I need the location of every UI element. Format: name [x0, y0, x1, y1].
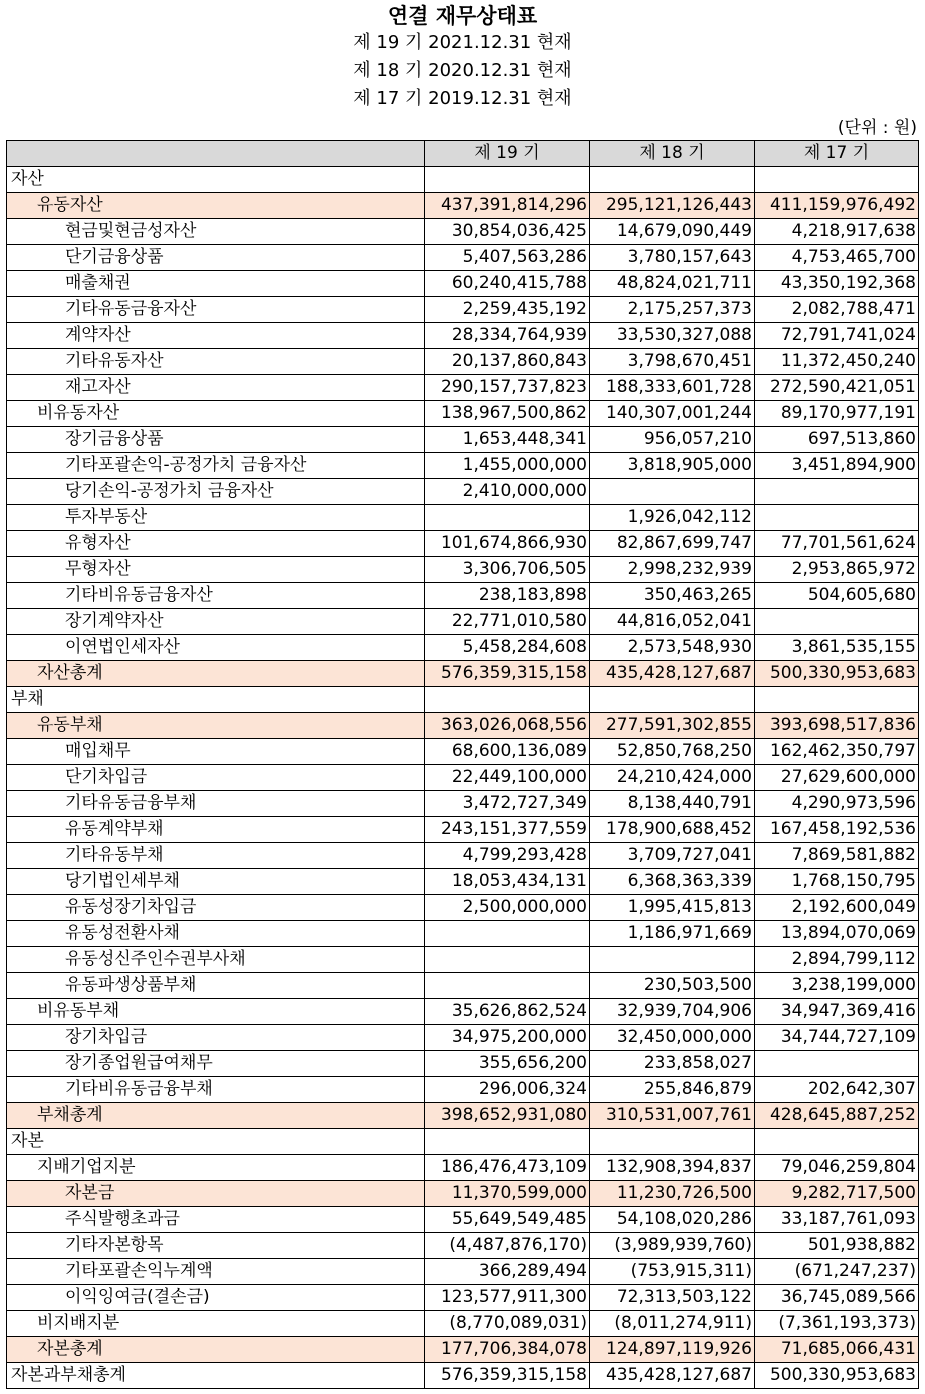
- table-row: [7, 453, 919, 479]
- account-label: 유동성장기차입금: [7, 895, 425, 921]
- amount-cell: 11,372,450,240: [755, 349, 919, 375]
- amount-cell: 2,500,000,000: [425, 895, 590, 921]
- account-label: 유동부채: [7, 713, 425, 739]
- amount-cell: 4,290,973,596: [755, 791, 919, 817]
- amount-cell: [425, 973, 590, 999]
- account-label: 자산총계: [7, 661, 425, 687]
- table-row: [7, 271, 919, 297]
- amount-cell: 22,771,010,580: [425, 609, 590, 635]
- table-row: [7, 869, 919, 895]
- table-row: [7, 1155, 919, 1181]
- amount-cell: 1,926,042,112: [590, 505, 755, 531]
- amount-cell: (8,011,274,911): [590, 1311, 755, 1337]
- table-row: [7, 401, 919, 427]
- amount-cell: 1,186,971,669: [590, 921, 755, 947]
- table-row: [7, 895, 919, 921]
- amount-cell: 72,791,741,024: [755, 323, 919, 349]
- statement-title: 연결 재무상태표: [387, 4, 538, 28]
- amount-cell: 4,799,293,428: [425, 843, 590, 869]
- amount-cell: 13,894,070,069: [755, 921, 919, 947]
- account-label: 기타유동자산: [7, 349, 425, 375]
- amount-cell: 435,428,127,687: [590, 661, 755, 687]
- amount-cell: 3,818,905,000: [590, 453, 755, 479]
- table-row: [7, 427, 919, 453]
- amount-cell: 3,451,894,900: [755, 453, 919, 479]
- amount-cell: 35,626,862,524: [425, 999, 590, 1025]
- account-label: 매입채무: [7, 739, 425, 765]
- amount-cell: 350,463,265: [590, 583, 755, 609]
- amount-cell: 20,137,860,843: [425, 349, 590, 375]
- account-label: 기타유동금융부채: [7, 791, 425, 817]
- amount-cell: 132,908,394,837: [590, 1155, 755, 1181]
- amount-cell: 34,744,727,109: [755, 1025, 919, 1051]
- account-label: 비유동부채: [7, 999, 425, 1025]
- amount-cell: [425, 947, 590, 973]
- amount-cell: (753,915,311): [590, 1259, 755, 1285]
- amount-cell: 162,462,350,797: [755, 739, 919, 765]
- amount-cell: 48,824,021,711: [590, 271, 755, 297]
- amount-cell: 3,472,727,349: [425, 791, 590, 817]
- table-row: [7, 219, 919, 245]
- amount-cell: [755, 479, 919, 505]
- amount-cell: [590, 1129, 755, 1155]
- account-label: 주식발행초과금: [7, 1207, 425, 1233]
- period-17: 제 17 기 2019.12.31 현재: [353, 88, 572, 109]
- amount-cell: 138,967,500,862: [425, 401, 590, 427]
- amount-cell: 34,975,200,000: [425, 1025, 590, 1051]
- amount-cell: 28,334,764,939: [425, 323, 590, 349]
- amount-cell: [425, 1129, 590, 1155]
- amount-cell: 60,240,415,788: [425, 271, 590, 297]
- amount-cell: 89,170,977,191: [755, 401, 919, 427]
- header-row: [7, 141, 919, 167]
- table-row: [7, 167, 919, 193]
- amount-cell: 27,629,600,000: [755, 765, 919, 791]
- amount-cell: [590, 167, 755, 193]
- table-row: [7, 817, 919, 843]
- amount-cell: 355,656,200: [425, 1051, 590, 1077]
- table-row: [7, 505, 919, 531]
- amount-cell: 33,187,761,093: [755, 1207, 919, 1233]
- account-label: 단기금융상품: [7, 245, 425, 271]
- amount-cell: 140,307,001,244: [590, 401, 755, 427]
- account-label: 장기금융상품: [7, 427, 425, 453]
- table-row: [7, 297, 919, 323]
- amount-cell: 500,330,953,683: [755, 1363, 919, 1389]
- table-row: [7, 1311, 919, 1337]
- table-row: [7, 713, 919, 739]
- amount-cell: 101,674,866,930: [425, 531, 590, 557]
- account-label: 유동파생상품부채: [7, 973, 425, 999]
- amount-cell: 18,053,434,131: [425, 869, 590, 895]
- amount-cell: [755, 505, 919, 531]
- account-label: 이연법인세자산: [7, 635, 425, 661]
- account-label: 자본과부채총계: [7, 1363, 425, 1389]
- header-period-19: 제 19 기: [425, 141, 590, 167]
- amount-cell: 366,289,494: [425, 1259, 590, 1285]
- amount-cell: 9,282,717,500: [755, 1181, 919, 1207]
- amount-cell: 956,057,210: [590, 427, 755, 453]
- table-row: [7, 1103, 919, 1129]
- account-label: 자본: [7, 1129, 425, 1155]
- account-label: 유동성전환사채: [7, 921, 425, 947]
- table-row: [7, 1207, 919, 1233]
- amount-cell: 167,458,192,536: [755, 817, 919, 843]
- amount-cell: 277,591,302,855: [590, 713, 755, 739]
- amount-cell: 52,850,768,250: [590, 739, 755, 765]
- table-row: [7, 1181, 919, 1207]
- amount-cell: 1,995,415,813: [590, 895, 755, 921]
- amount-cell: 24,210,424,000: [590, 765, 755, 791]
- amount-cell: 310,531,007,761: [590, 1103, 755, 1129]
- amount-cell: 2,410,000,000: [425, 479, 590, 505]
- amount-cell: 3,709,727,041: [590, 843, 755, 869]
- amount-cell: 72,313,503,122: [590, 1285, 755, 1311]
- amount-cell: 5,458,284,608: [425, 635, 590, 661]
- amount-cell: 504,605,680: [755, 583, 919, 609]
- table-row: [7, 479, 919, 505]
- amount-cell: (4,487,876,170): [425, 1233, 590, 1259]
- table-row: [7, 1025, 919, 1051]
- table-row: [7, 947, 919, 973]
- table-row: [7, 1129, 919, 1155]
- amount-cell: 43,350,192,368: [755, 271, 919, 297]
- table-row: [7, 375, 919, 401]
- amount-cell: 2,998,232,939: [590, 557, 755, 583]
- account-label: 기타비유동금융자산: [7, 583, 425, 609]
- amount-cell: 123,577,911,300: [425, 1285, 590, 1311]
- amount-cell: 3,306,706,505: [425, 557, 590, 583]
- table-row: [7, 609, 919, 635]
- amount-cell: [755, 1129, 919, 1155]
- amount-cell: 8,138,440,791: [590, 791, 755, 817]
- amount-cell: [755, 609, 919, 635]
- account-label: 기타포괄손익-공정가치 금융자산: [7, 453, 425, 479]
- amount-cell: 36,745,089,566: [755, 1285, 919, 1311]
- account-label: 장기종업원급여채무: [7, 1051, 425, 1077]
- table-row: [7, 765, 919, 791]
- amount-cell: [590, 479, 755, 505]
- period-18: 제 18 기 2020.12.31 현재: [353, 60, 572, 81]
- account-label: 부채: [7, 687, 425, 713]
- table-row: [7, 921, 919, 947]
- amount-cell: 4,753,465,700: [755, 245, 919, 271]
- table-row: [7, 1259, 919, 1285]
- table-row: [7, 973, 919, 999]
- account-label: 계약자산: [7, 323, 425, 349]
- amount-cell: 2,192,600,049: [755, 895, 919, 921]
- table-row: [7, 1337, 919, 1363]
- table-row: [7, 557, 919, 583]
- amount-cell: 44,816,052,041: [590, 609, 755, 635]
- amount-cell: 2,894,799,112: [755, 947, 919, 973]
- amount-cell: 22,449,100,000: [425, 765, 590, 791]
- amount-cell: 437,391,814,296: [425, 193, 590, 219]
- amount-cell: 177,706,384,078: [425, 1337, 590, 1363]
- amount-cell: 55,649,549,485: [425, 1207, 590, 1233]
- table-row: [7, 193, 919, 219]
- amount-cell: 202,642,307: [755, 1077, 919, 1103]
- period-19: 제 19 기 2021.12.31 현재: [353, 32, 572, 53]
- amount-cell: 393,698,517,836: [755, 713, 919, 739]
- amount-cell: 30,854,036,425: [425, 219, 590, 245]
- amount-cell: 33,530,327,088: [590, 323, 755, 349]
- amount-cell: 178,900,688,452: [590, 817, 755, 843]
- account-label: 기타유동금융자산: [7, 297, 425, 323]
- account-label: 매출채권: [7, 271, 425, 297]
- amount-cell: 34,947,369,416: [755, 999, 919, 1025]
- account-label: 유동성신주인수권부사채: [7, 947, 425, 973]
- account-label: 비유동자산: [7, 401, 425, 427]
- amount-cell: 188,333,601,728: [590, 375, 755, 401]
- header-period-17: 제 17 기: [755, 141, 919, 167]
- amount-cell: 576,359,315,158: [425, 1363, 590, 1389]
- table-row: [7, 323, 919, 349]
- amount-cell: 398,652,931,080: [425, 1103, 590, 1129]
- amount-cell: 576,359,315,158: [425, 661, 590, 687]
- amount-cell: [590, 947, 755, 973]
- account-label: 비지배지분: [7, 1311, 425, 1337]
- amount-cell: 2,082,788,471: [755, 297, 919, 323]
- amount-cell: 71,685,066,431: [755, 1337, 919, 1363]
- amount-cell: 238,183,898: [425, 583, 590, 609]
- amount-cell: 2,573,548,930: [590, 635, 755, 661]
- amount-cell: 186,476,473,109: [425, 1155, 590, 1181]
- amount-cell: 3,238,199,000: [755, 973, 919, 999]
- amount-cell: 3,780,157,643: [590, 245, 755, 271]
- amount-cell: 272,590,421,051: [755, 375, 919, 401]
- account-label: 이익잉여금(결손금): [7, 1285, 425, 1311]
- table-row: [7, 1285, 919, 1311]
- amount-cell: 243,151,377,559: [425, 817, 590, 843]
- table-row: [7, 1363, 919, 1389]
- table-row: [7, 999, 919, 1025]
- amount-cell: 14,679,090,449: [590, 219, 755, 245]
- amount-cell: 5,407,563,286: [425, 245, 590, 271]
- amount-cell: 255,846,879: [590, 1077, 755, 1103]
- header-period-18: 제 18 기: [590, 141, 755, 167]
- amount-cell: [425, 687, 590, 713]
- amount-cell: [425, 505, 590, 531]
- account-label: 기타자본항목: [7, 1233, 425, 1259]
- account-label: 장기차입금: [7, 1025, 425, 1051]
- amount-cell: 2,175,257,373: [590, 297, 755, 323]
- account-label: 재고자산: [7, 375, 425, 401]
- amount-cell: 11,370,599,000: [425, 1181, 590, 1207]
- amount-cell: 77,701,561,624: [755, 531, 919, 557]
- account-label: 현금및현금성자산: [7, 219, 425, 245]
- amount-cell: 3,798,670,451: [590, 349, 755, 375]
- account-label: 기타비유동금융부채: [7, 1077, 425, 1103]
- amount-cell: 411,159,976,492: [755, 193, 919, 219]
- amount-cell: [755, 1051, 919, 1077]
- account-label: 부채총계: [7, 1103, 425, 1129]
- table-row: [7, 791, 919, 817]
- account-label: 무형자산: [7, 557, 425, 583]
- account-label: 자본금: [7, 1181, 425, 1207]
- amount-cell: (7,361,193,373): [755, 1311, 919, 1337]
- balance-sheet-table: [6, 140, 919, 1389]
- account-label: 단기차입금: [7, 765, 425, 791]
- amount-cell: 7,869,581,882: [755, 843, 919, 869]
- amount-cell: 82,867,699,747: [590, 531, 755, 557]
- table-row: [7, 531, 919, 557]
- amount-cell: 428,645,887,252: [755, 1103, 919, 1129]
- amount-cell: 1,653,448,341: [425, 427, 590, 453]
- table-row: [7, 349, 919, 375]
- table-row: [7, 583, 919, 609]
- account-label: 유형자산: [7, 531, 425, 557]
- amount-cell: [590, 687, 755, 713]
- amount-cell: 79,046,259,804: [755, 1155, 919, 1181]
- table-row: [7, 635, 919, 661]
- amount-cell: 32,450,000,000: [590, 1025, 755, 1051]
- account-label: 자산: [7, 167, 425, 193]
- amount-cell: 233,858,027: [590, 1051, 755, 1077]
- table-row: [7, 245, 919, 271]
- amount-cell: 697,513,860: [755, 427, 919, 453]
- account-label: 유동자산: [7, 193, 425, 219]
- amount-cell: [425, 167, 590, 193]
- table-row: [7, 1077, 919, 1103]
- amount-cell: 54,108,020,286: [590, 1207, 755, 1233]
- table-row: [7, 687, 919, 713]
- amount-cell: 501,938,882: [755, 1233, 919, 1259]
- amount-cell: 6,368,363,339: [590, 869, 755, 895]
- account-label: 기타포괄손익누계액: [7, 1259, 425, 1285]
- amount-cell: 68,600,136,089: [425, 739, 590, 765]
- amount-cell: 32,939,704,906: [590, 999, 755, 1025]
- amount-cell: 363,026,068,556: [425, 713, 590, 739]
- amount-cell: 11,230,726,500: [590, 1181, 755, 1207]
- account-label: 장기계약자산: [7, 609, 425, 635]
- amount-cell: 124,897,119,926: [590, 1337, 755, 1363]
- amount-cell: 4,218,917,638: [755, 219, 919, 245]
- amount-cell: [755, 687, 919, 713]
- amount-cell: (3,989,939,760): [590, 1233, 755, 1259]
- amount-cell: 3,861,535,155: [755, 635, 919, 661]
- amount-cell: (671,247,237): [755, 1259, 919, 1285]
- amount-cell: 1,455,000,000: [425, 453, 590, 479]
- amount-cell: 230,503,500: [590, 973, 755, 999]
- amount-cell: 1,768,150,795: [755, 869, 919, 895]
- amount-cell: [755, 167, 919, 193]
- amount-cell: (8,770,089,031): [425, 1311, 590, 1337]
- amount-cell: 290,157,737,823: [425, 375, 590, 401]
- header-account: [7, 141, 425, 167]
- table-row: [7, 1051, 919, 1077]
- table-row: [7, 1233, 919, 1259]
- unit-label: (단위 : 원): [837, 118, 917, 138]
- account-label: 당기손익-공정가치 금융자산: [7, 479, 425, 505]
- table-row: [7, 739, 919, 765]
- amount-cell: 295,121,126,443: [590, 193, 755, 219]
- amount-cell: 2,259,435,192: [425, 297, 590, 323]
- amount-cell: 500,330,953,683: [755, 661, 919, 687]
- amount-cell: 2,953,865,972: [755, 557, 919, 583]
- amount-cell: 296,006,324: [425, 1077, 590, 1103]
- table-row: [7, 661, 919, 687]
- amount-cell: [425, 921, 590, 947]
- account-label: 지배기업지분: [7, 1155, 425, 1181]
- account-label: 투자부동산: [7, 505, 425, 531]
- account-label: 기타유동부채: [7, 843, 425, 869]
- table-row: [7, 843, 919, 869]
- account-label: 당기법인세부채: [7, 869, 425, 895]
- account-label: 유동계약부채: [7, 817, 425, 843]
- account-label: 자본총계: [7, 1337, 425, 1363]
- amount-cell: 435,428,127,687: [590, 1363, 755, 1389]
